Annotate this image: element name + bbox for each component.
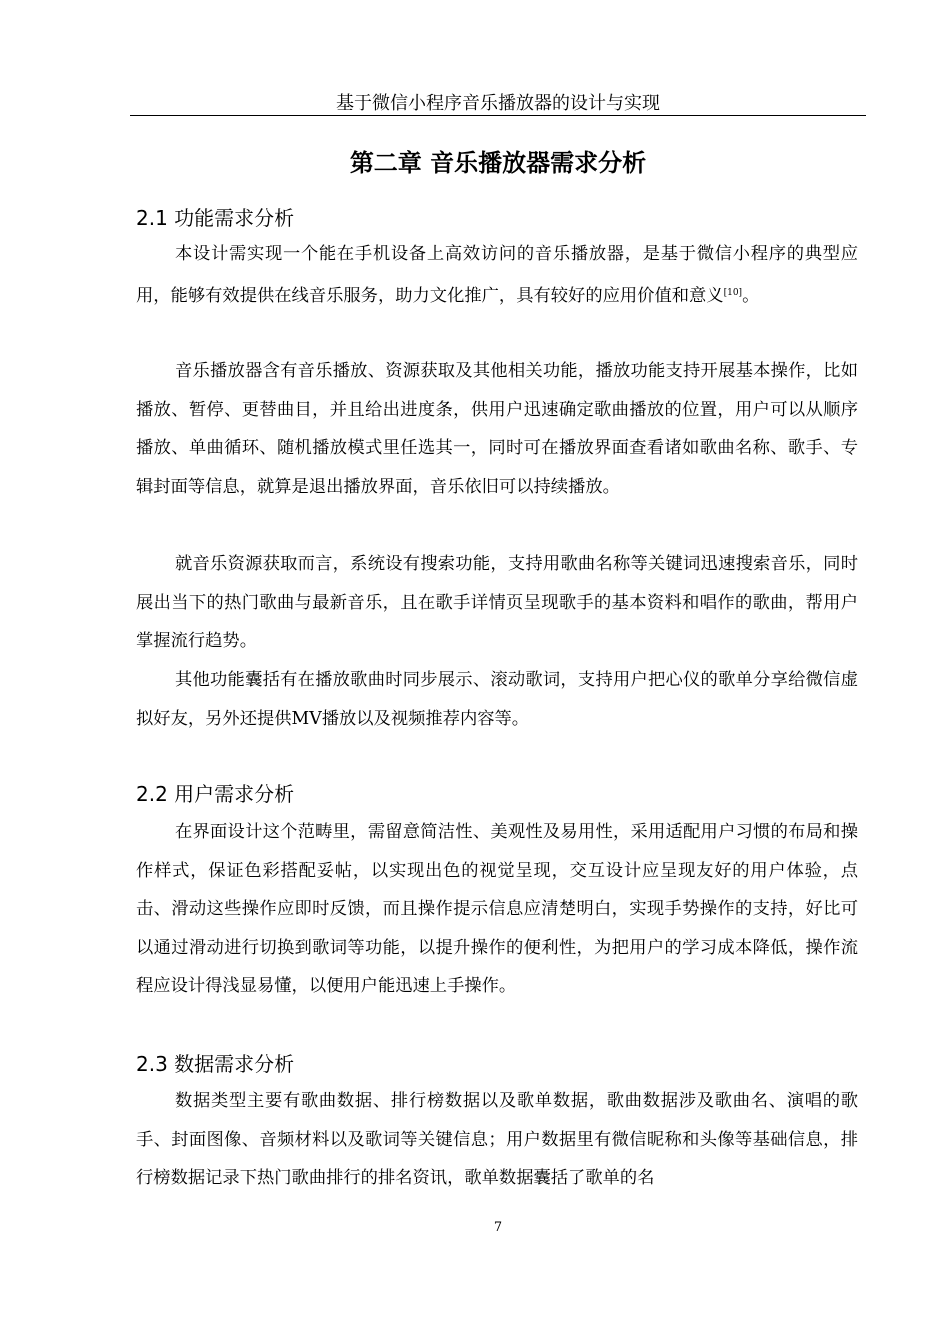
section-heading-2-2: 2.2 用户需求分析: [136, 782, 295, 806]
citation-marker: [10]: [723, 287, 743, 298]
paragraph-end-punct: 。: [742, 285, 760, 306]
paragraph-2-1-2: 音乐播放器含有音乐播放、资源获取及其他相关功能，播放功能支持开展基本操作，比如播放、暂停、更替曲目，并且给出进度条，供用户迅速确定歌曲播放的位置，用户可以从顺序播放、单曲循环、随机播放模式里任选其一，同时可在播放界面查看诸如歌曲名称、歌手、专辑封面等信息，就算是退出播放界面，音乐依旧可以持续播放。: [136, 361, 858, 497]
paragraph-text: 本设计需实现一个能在手机设备上高效访问的音乐播放器，是基于微信小程序的典型应用，能够有效提供在线音乐服务，助力文化推广，具有较好的应用价值和意义: [136, 244, 858, 306]
section-heading-2-3: 2.3 数据需求分析: [136, 1052, 295, 1076]
page-number: 7: [493, 1220, 503, 1235]
paragraph-2-1-1: [136, 235, 858, 315]
paragraph-2-1-4: 其他功能囊括有在播放歌曲时同步展示、滚动歌词，支持用户把心仪的歌单分享给微信虚拟好友，另外还提供MV播放以及视频推荐内容等。: [136, 670, 858, 729]
running-header: 基于微信小程序音乐播放器的设计与实现: [336, 93, 660, 114]
header-rule: [130, 115, 866, 116]
section-heading-2-1: 2.1 功能需求分析: [136, 206, 295, 230]
paragraph-2-1-3: 就音乐资源获取而言，系统设有搜索功能，支持用歌曲名称等关键词迅速搜索音乐，同时展出当下的热门歌曲与最新音乐，且在歌手详情页呈现歌手的基本资料和唱作的歌曲，帮用户掌握流行趋势。: [136, 554, 858, 651]
chapter-title: 第二章 音乐播放器需求分析: [349, 149, 647, 177]
paragraph-2-2-1: 在界面设计这个范畴里，需留意简洁性、美观性及易用性，采用适配用户习惯的布局和操作样式，保证色彩搭配妥帖，以实现出色的视觉呈现，交互设计应呈现友好的用户体验，点击、滑动这些操作应即时反馈，而且操作提示信息应清楚明白，实现手势操作的支持，好比可以通过滑动进行切换到歌词等功能，以提升操作的便利性，为把用户的学习成本降低，操作流程应设计得浅显易懂，以便用户能迅速上手操作。: [136, 822, 858, 996]
paragraph-2-3-1: 数据类型主要有歌曲数据、排行榜数据以及歌单数据，歌曲数据涉及歌曲名、演唱的歌手、封面图像、音频材料以及歌词等关键信息；用户数据里有微信昵称和头像等基础信息，排行榜数据记录下热门歌曲排行的排名资讯，歌单数据囊括了歌单的名: [136, 1091, 858, 1188]
